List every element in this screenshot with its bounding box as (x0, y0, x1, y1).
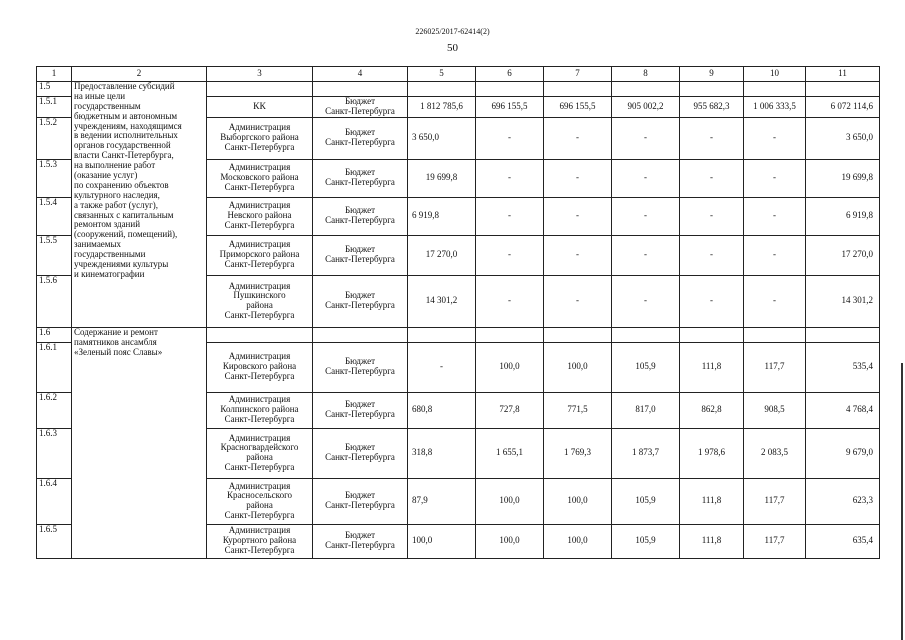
row-number: 1.5.6 (37, 275, 72, 327)
value-col-10: 1 006 333,5 (744, 97, 806, 118)
column-header: 9 (680, 67, 744, 82)
value-col-5: 3 650,0 (408, 117, 476, 159)
empty-cell (744, 327, 806, 342)
empty-cell (313, 82, 408, 97)
funding-source-line: Санкт-Петербурга (325, 452, 395, 463)
section-description-line: по сохранению объектов (74, 179, 169, 190)
section-description-line: органов государственной (74, 140, 171, 151)
section-header-row (37, 327, 880, 342)
funding-source (313, 342, 408, 392)
value-col-10: - (744, 275, 806, 327)
executor-line: Санкт-Петербурга (224, 371, 295, 382)
value-col-10: - (744, 159, 806, 197)
value-col-11: 3 650,0 (806, 117, 880, 159)
funding-source (313, 524, 408, 558)
executor-line: Администрация (228, 200, 291, 211)
value-col-8: 817,0 (612, 392, 680, 428)
section-description-line: Предоставление субсидий (74, 81, 175, 91)
executor-line: Администрация (228, 239, 291, 250)
value-col-8: 105,9 (612, 478, 680, 524)
value-col-7: - (544, 117, 612, 159)
funding-source-line: Санкт-Петербурга (325, 366, 395, 377)
column-header: 8 (612, 67, 680, 82)
header-row (37, 67, 880, 82)
executor-line: Колпинского района (220, 404, 299, 415)
executor (207, 117, 313, 159)
value-col-6: 1 655,1 (476, 428, 544, 478)
executor-line: Администрация (228, 122, 291, 133)
executor-line: Санкт-Петербурга (224, 545, 295, 556)
executor-line: Санкт-Петербурга (224, 142, 295, 153)
row-number: 1.5.1 (37, 97, 72, 118)
value-col-7: 696 155,5 (544, 97, 612, 118)
section-description-line: Содержание и ремонт (74, 327, 158, 337)
executor (207, 392, 313, 428)
value-col-11: 9 679,0 (806, 428, 880, 478)
value-col-10: 117,7 (744, 524, 806, 558)
row-number: 1.6.1 (37, 342, 72, 392)
section-description-line: и кинематографии (74, 268, 145, 279)
value-col-8: - (612, 235, 680, 275)
value-col-5: 87,9 (408, 478, 476, 524)
executor (207, 342, 313, 392)
value-col-5: 100,0 (408, 524, 476, 558)
row-number: 1.6.3 (37, 428, 72, 478)
executor-line: района (246, 300, 273, 311)
value-col-11: 6 072 114,6 (806, 97, 880, 118)
section-description (72, 82, 207, 328)
executor-line: Санкт-Петербурга (224, 259, 295, 270)
value-col-7: - (544, 235, 612, 275)
value-col-11: 635,4 (806, 524, 880, 558)
funding-source (313, 197, 408, 235)
value-col-11: 535,4 (806, 342, 880, 392)
value-col-6: - (476, 235, 544, 275)
value-col-7: - (544, 275, 612, 327)
section-description-line: в ведении исполнительных (74, 130, 178, 141)
section-description-line: государственными (74, 249, 146, 260)
value-col-7: 100,0 (544, 478, 612, 524)
value-col-6: 100,0 (476, 524, 544, 558)
column-header: 5 (408, 67, 476, 82)
column-header: 4 (313, 67, 408, 82)
empty-cell (806, 82, 880, 97)
funding-source-line: Бюджет (344, 442, 376, 453)
executor (207, 478, 313, 524)
executor-line: Московского района (220, 172, 299, 183)
value-col-8: - (612, 117, 680, 159)
executor-line: Санкт-Петербурга (224, 414, 295, 425)
executor (207, 275, 313, 327)
column-header: 1 (37, 67, 72, 82)
executor-line: Кировского района (222, 361, 297, 372)
empty-cell (612, 82, 680, 97)
section-description-line: (сооружений, помещений), (74, 229, 178, 240)
funding-source (313, 392, 408, 428)
executor (207, 235, 313, 275)
executor-line: Администрация (228, 351, 291, 362)
executor-line: Администрация (228, 162, 291, 173)
funding-source-line: Бюджет (344, 205, 376, 216)
section-description-line: занимаемых (74, 239, 122, 250)
value-col-11: 4 768,4 (806, 392, 880, 428)
executor (207, 428, 313, 478)
executor-line: Администрация (228, 525, 291, 536)
empty-cell (744, 82, 806, 97)
executor-line: Приморского района (219, 249, 300, 260)
section-description-line: а также работ (услуг), (74, 199, 159, 210)
value-col-10: - (744, 235, 806, 275)
column-header: 2 (72, 67, 207, 82)
funding-source-line: Бюджет (344, 244, 376, 255)
empty-cell (680, 82, 744, 97)
value-col-7: 100,0 (544, 524, 612, 558)
section-description-line: ремонтом зданий (74, 219, 141, 230)
value-col-9: 862,8 (680, 392, 744, 428)
value-col-10: 117,7 (744, 342, 806, 392)
executor-line: Администрация (228, 280, 291, 291)
executor (207, 197, 313, 235)
column-header: 6 (476, 67, 544, 82)
executor-line: КК (253, 101, 266, 112)
executor-line: Курортного района (222, 535, 297, 546)
value-col-8: 105,9 (612, 524, 680, 558)
value-col-6: 696 155,5 (476, 97, 544, 118)
value-col-6: - (476, 117, 544, 159)
value-col-6: - (476, 197, 544, 235)
executor-line: Санкт-Петербурга (224, 510, 295, 521)
value-col-9: - (680, 235, 744, 275)
value-col-5: 14 301,2 (408, 275, 476, 327)
row-number: 1.5.2 (37, 117, 72, 159)
value-col-9: 111,8 (680, 478, 744, 524)
funding-source-line: Бюджет (344, 490, 376, 501)
section-header-row (37, 82, 880, 97)
funding-source-line: Санкт-Петербурга (325, 409, 395, 420)
executor-line: Администрация (228, 432, 291, 443)
value-col-7: - (544, 159, 612, 197)
value-col-7: 771,5 (544, 392, 612, 428)
value-col-8: 1 873,7 (612, 428, 680, 478)
value-col-10: 908,5 (744, 392, 806, 428)
executor-line: Красногвардейского (220, 442, 299, 453)
funding-source-line: Санкт-Петербурга (325, 177, 395, 188)
section-description-line: «Зеленый пояс Славы» (74, 346, 163, 357)
column-header: 11 (806, 67, 880, 82)
executor-line: Выборгского района (220, 132, 299, 143)
column-header: 10 (744, 67, 806, 82)
executor-line: Администрация (228, 394, 291, 405)
value-col-9: - (680, 275, 744, 327)
value-col-9: 1 978,6 (680, 428, 744, 478)
value-col-6: - (476, 275, 544, 327)
funding-source (313, 235, 408, 275)
value-col-6: - (476, 159, 544, 197)
value-col-7: 100,0 (544, 342, 612, 392)
row-number: 1.6.4 (37, 478, 72, 524)
empty-cell (476, 82, 544, 97)
executor-line: Красносельского (226, 490, 293, 501)
value-col-5: 19 699,8 (408, 159, 476, 197)
empty-cell (680, 327, 744, 342)
section-description-line: учреждениям, находящимся (74, 120, 182, 131)
column-header: 3 (207, 67, 313, 82)
document-id: 226025/2017-62414(2) (415, 27, 490, 36)
page-number: 50 (447, 42, 458, 54)
empty-cell (612, 327, 680, 342)
value-col-11: 19 699,8 (806, 159, 880, 197)
value-col-8: 905 002,2 (612, 97, 680, 118)
scan-edge-line (901, 363, 903, 640)
section-description-line: (оказание услуг) (74, 170, 138, 181)
value-col-8: - (612, 275, 680, 327)
value-col-10: - (744, 117, 806, 159)
section-description (72, 327, 207, 558)
value-col-9: - (680, 159, 744, 197)
empty-cell (544, 82, 612, 97)
funding-source-line: Бюджет (344, 399, 376, 410)
column-header: 7 (544, 67, 612, 82)
funding-source-line: Бюджет (344, 290, 376, 301)
funding-source-line: Бюджет (344, 96, 376, 106)
section-description-line: государственным (74, 100, 141, 111)
executor-line: Администрация (228, 480, 291, 491)
row-number: 1.5.4 (37, 197, 72, 235)
section-description-line: бюджетным и автономным (74, 110, 178, 121)
value-col-9: 955 682,3 (680, 97, 744, 118)
value-col-5: 1 812 785,6 (408, 97, 476, 118)
funding-source-line: Санкт-Петербурга (325, 500, 395, 511)
section-description-line: памятников ансамбля (74, 336, 157, 347)
row-number: 1.6.5 (37, 524, 72, 558)
value-col-8: - (612, 159, 680, 197)
empty-cell (806, 327, 880, 342)
value-col-7: - (544, 197, 612, 235)
value-col-6: 727,8 (476, 392, 544, 428)
value-col-6: 100,0 (476, 342, 544, 392)
value-col-5: 6 919,8 (408, 197, 476, 235)
funding-source-line: Санкт-Петербурга (325, 215, 395, 226)
empty-cell (544, 327, 612, 342)
section-number: 1.5 (37, 82, 72, 97)
section-description-line: учреждениями культуры (74, 259, 169, 270)
executor-line: Санкт-Петербурга (224, 310, 295, 321)
executor-line: района (246, 452, 273, 463)
funding-source-line: Санкт-Петербурга (325, 540, 395, 551)
executor-line: Санкт-Петербурга (224, 220, 295, 231)
executor-line: Санкт-Петербурга (224, 182, 295, 193)
executor-line: Пушкинского (233, 290, 286, 301)
value-col-7: 1 769,3 (544, 428, 612, 478)
value-col-11: 623,3 (806, 478, 880, 524)
value-col-5: - (408, 342, 476, 392)
value-col-10: 117,7 (744, 478, 806, 524)
funding-source (313, 275, 408, 327)
executor-line: района (246, 500, 273, 511)
section-description-line: на выполнение работ (74, 160, 156, 171)
funding-source-line: Бюджет (344, 167, 376, 178)
value-col-9: - (680, 117, 744, 159)
empty-cell (207, 82, 313, 97)
value-col-5: 17 270,0 (408, 235, 476, 275)
value-col-11: 17 270,0 (806, 235, 880, 275)
funding-source (313, 117, 408, 159)
funding-source-line: Санкт-Петербурга (325, 137, 395, 148)
section-description-line: на иные цели (74, 90, 126, 101)
funding-source-line: Бюджет (344, 127, 376, 138)
empty-cell (313, 327, 408, 342)
empty-cell (408, 82, 476, 97)
empty-cell (408, 327, 476, 342)
executor (207, 524, 313, 558)
funding-source (313, 97, 408, 118)
empty-cell (476, 327, 544, 342)
table-body (37, 67, 880, 559)
value-col-11: 6 919,8 (806, 197, 880, 235)
value-col-5: 680,8 (408, 392, 476, 428)
funding-source (313, 159, 408, 197)
budget-table (36, 66, 880, 559)
value-col-6: 100,0 (476, 478, 544, 524)
executor (207, 159, 313, 197)
value-col-9: 111,8 (680, 342, 744, 392)
executor-line: Санкт-Петербурга (224, 462, 295, 473)
funding-source-line: Бюджет (344, 356, 376, 367)
empty-cell (207, 327, 313, 342)
value-col-10: 2 083,5 (744, 428, 806, 478)
funding-source-line: Санкт-Петербурга (325, 254, 395, 265)
funding-source-line: Бюджет (344, 530, 376, 541)
section-number: 1.6 (37, 327, 72, 342)
value-col-11: 14 301,2 (806, 275, 880, 327)
value-col-8: 105,9 (612, 342, 680, 392)
row-number: 1.5.5 (37, 235, 72, 275)
value-col-8: - (612, 197, 680, 235)
executor (207, 97, 313, 118)
section-description-line: власти Санкт-Петербурга, (74, 150, 174, 161)
value-col-5: 318,8 (408, 428, 476, 478)
funding-source (313, 428, 408, 478)
value-col-9: - (680, 197, 744, 235)
funding-source-line: Санкт-Петербурга (325, 105, 395, 116)
funding-source-line: Санкт-Петербурга (325, 300, 395, 311)
value-col-10: - (744, 197, 806, 235)
section-description-line: культурного наследия, (74, 189, 160, 200)
row-number: 1.6.2 (37, 392, 72, 428)
funding-source (313, 478, 408, 524)
executor-line: Невского района (227, 210, 292, 221)
value-col-9: 111,8 (680, 524, 744, 558)
row-number: 1.5.3 (37, 159, 72, 197)
section-description-line: связанных с капитальным (74, 209, 174, 220)
